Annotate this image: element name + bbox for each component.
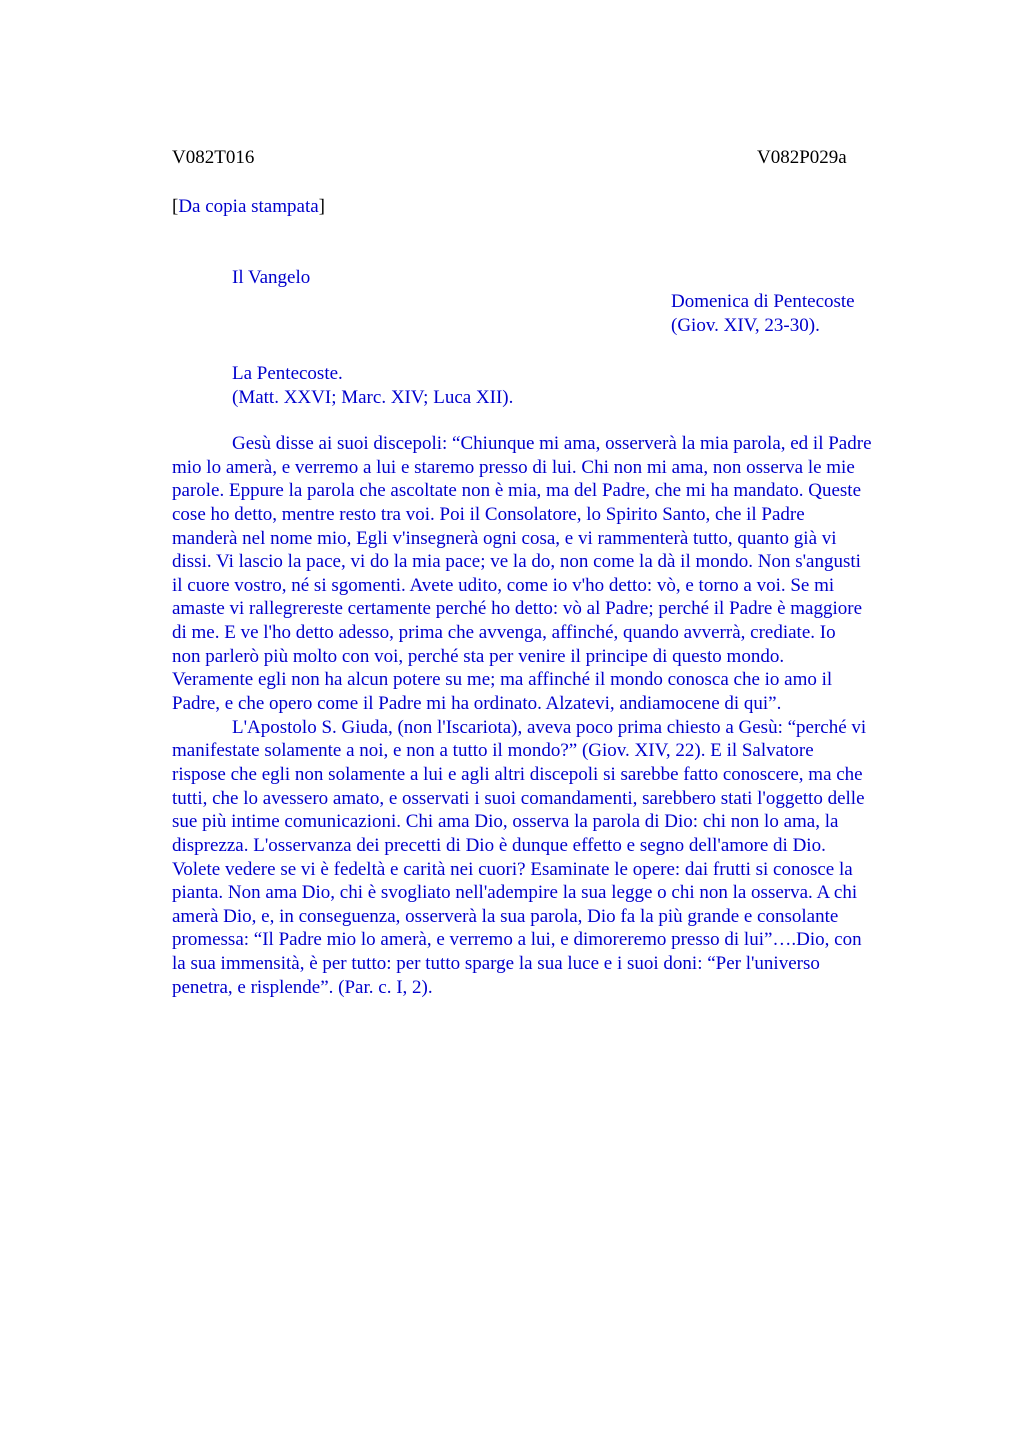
body-line: dissi. Vi lascio la pace, vi do la mia pace; ve la do, non come la dà il mondo. Non s'angusti [172,551,861,573]
body-line: rispose che egli non solamente a lui e agli altri discepoli si sarebbe fatto conoscere, ma che [172,763,863,785]
body-line: sue più intime comunicazioni. Chi ama Dio, osserva la parola di Dio: chi non lo ama, la [172,811,839,833]
body-line: Gesù disse ai suoi discepoli: “Chiunque mi ama, osserverà la mia parola, ed il Padre [232,433,872,454]
document-id-right: V082P029a [757,147,847,168]
body-line: il cuore vostro, né si sgomenti. Avete udito, come io v'ho detto: vò, e torno a voi. Se mi [172,574,835,596]
body-line: parole. Eppure la parola che ascoltate non è mia, ma del Padre, che mi ha mandato. Queste [172,480,862,502]
body-line: tutti, che lo avessero amato, e osservati i suoi comandamenti, sarebbero stati l'oggetto delle [172,787,865,809]
source-note-open-bracket: [ [172,196,179,217]
source-note-close-bracket: ] [318,196,325,217]
body-line: non parlerò più molto con voi, perché sta per venire il principe di questo mondo. [172,645,785,667]
topic-references: (Matt. XXVI; Marc. XIV; Luca XII). [232,387,514,408]
body-line: promessa: “Il Padre mio lo amerà, e verremo a lui, e dimoreremo presso di lui”….Dio, con [172,929,862,951]
body-line: Volete vedere se vi è fedeltà e carità nei cuori? Esaminate le opere: dai frutti si conosce la [172,858,853,880]
body-text [172,432,932,999]
topic-title: La Pentecoste. [232,363,343,384]
body-line: amerà Dio, e, in conseguenza, osserverà la sua parola, Dio fa la più grande e consolante [172,905,839,927]
body-line: manderà nel nome mio, Egli v'insegnerà ogni cosa, e vi rammenterà tutto, quanto già vi [172,527,837,549]
body-line: Padre, e che opero come il Padre mi ha ordinato. Alzatevi, andiamocene di qui”. [172,693,782,715]
body-line: la sua immensità, è per tutto: per tutto sparge la sua luce e i suoi doni: “Per l'universo [172,953,820,975]
body-line: di me. E ve l'ho detto adesso, prima che avvenga, affinché, quando avverrà, crediate. Io [172,622,836,644]
body-line: manifestate solamente a noi, e non a tutto il mondo?” (Giov. XIV, 22). E il Salvatore [172,740,814,762]
body-line: pianta. Non ama Dio, chi è svogliato nell'adempire la sua legge o chi non la osserva. A chi [172,882,858,904]
body-line: mio lo amerà, e verremo a lui e staremo presso di lui. Chi non mi ama, non osserva le mie [172,456,855,478]
document-id-left: V082T016 [172,147,255,168]
body-line: Veramente egli non ha alcun potere su me; ma affinché il mondo conosca che io amo il [172,669,833,691]
source-note [172,195,325,219]
body-line: cose ho detto, mentre resto tra voi. Poi il Consolatore, lo Spirito Santo, che il Padre [172,503,805,525]
body-line: L'Apostolo S. Giuda, (non l'Iscariota), aveva poco prima chiesto a Gesù: “perché vi [232,716,867,738]
section-title: Il Vangelo [232,267,311,288]
body-line: disprezza. L'osservanza dei precetti di Dio è dunque effetto e segno dell'amore di Dio. [172,834,826,856]
body-line: amaste vi rallegrereste certamente perché ho detto: vò al Padre; perché il Padre è maggiore [172,598,863,620]
gospel-reading-reference: (Giov. XIV, 23-30). [671,315,820,336]
body-line: penetra, e risplende”. (Par. c. I, 2). [172,976,433,998]
source-note-text: Da copia stampata [178,196,319,217]
liturgical-occasion: Domenica di Pentecoste [671,291,855,312]
